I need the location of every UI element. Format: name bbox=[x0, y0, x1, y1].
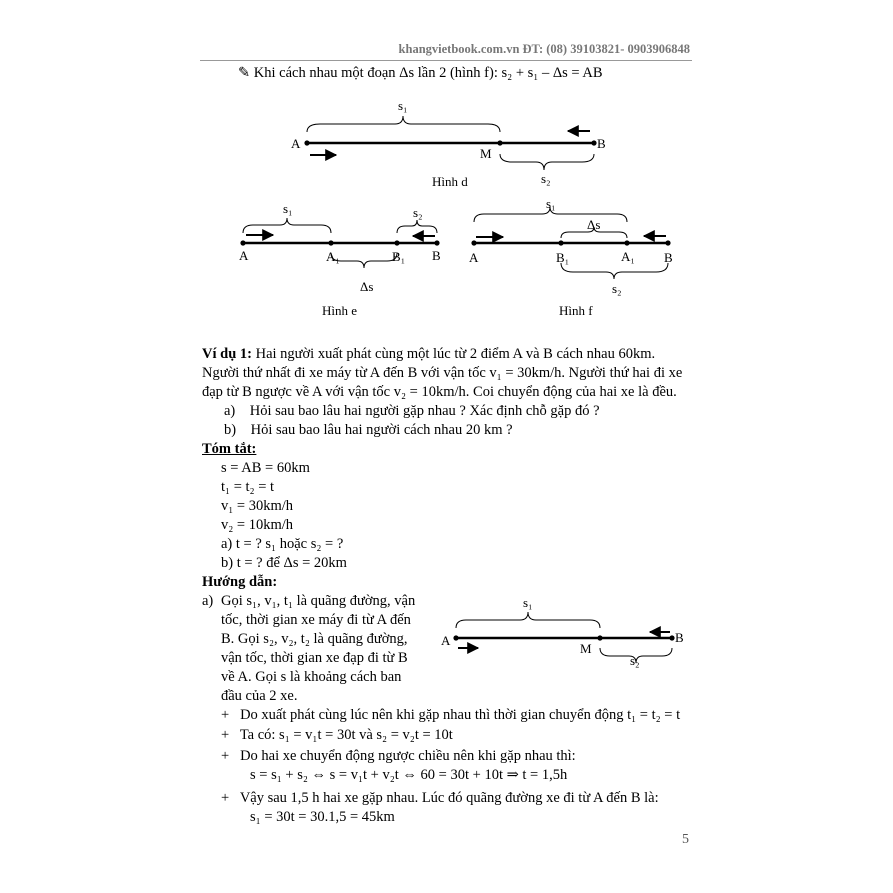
question-a bbox=[224, 402, 600, 421]
guide-point-b bbox=[669, 635, 674, 640]
question-b bbox=[224, 421, 513, 440]
summary-item-6: b) t = ? để Δs = 20km bbox=[221, 555, 347, 571]
fig-e-label-a1: A₁ bbox=[326, 249, 340, 264]
example-line-3: đạp từ B ngược về A với vận tốc v₂ = 10km/h. Coi chuyển động của hai xe là đều. bbox=[202, 384, 677, 400]
fig-e-label-b: B bbox=[432, 248, 441, 263]
guide-point-1 bbox=[221, 706, 680, 725]
fig-f-label-b1: B₁ bbox=[556, 250, 570, 265]
fig-f-label-ds: Δs bbox=[587, 217, 601, 232]
pencil-icon: ✎ bbox=[238, 65, 251, 81]
guide-a-line-4: vận tốc, thời gian xe đạp đi từ B bbox=[221, 650, 408, 666]
fig-d-label-m: M bbox=[480, 146, 492, 161]
guide-label-s1: s₁ bbox=[523, 595, 533, 610]
guide-a-label: a) bbox=[202, 593, 214, 609]
fig-f-label-s2: s₂ bbox=[612, 281, 622, 296]
figure-e bbox=[239, 201, 441, 318]
fig-e-brace-s1 bbox=[243, 218, 331, 233]
summary-item-3: v₁ = 30km/h bbox=[221, 498, 294, 514]
fig-f-brace-s2 bbox=[561, 263, 668, 279]
intro-text: Khi cách nhau một đoạn Δs lần 2 (hình f): bbox=[253, 65, 498, 81]
example-paragraph bbox=[202, 345, 690, 402]
fig-d-point-b bbox=[591, 140, 596, 145]
fig-f-label-b: B bbox=[664, 250, 673, 265]
plus-marker: + bbox=[221, 727, 230, 743]
guide-diagram bbox=[441, 595, 684, 668]
guide-point-2 bbox=[221, 726, 453, 745]
guide-point-4-text: Vậy sau 1,5 h hai xe gặp nhau. Lúc đó quãng đường xe đi từ A đến B là: bbox=[239, 790, 659, 806]
fig-f-point-b bbox=[665, 240, 670, 245]
fig-e-label-a: A bbox=[239, 248, 249, 263]
page-number: 5 bbox=[682, 832, 689, 847]
fig-d-caption: Hình d bbox=[432, 174, 468, 189]
header-site: khangvietbook.com.vn bbox=[398, 42, 520, 56]
plus-marker: + bbox=[221, 707, 230, 723]
fig-f-label-s1: s₁ bbox=[546, 196, 556, 211]
fig-d-label-b: B bbox=[597, 136, 606, 151]
fig-d-label-s1: s₁ bbox=[398, 98, 408, 113]
guide-label-a: A bbox=[441, 633, 451, 648]
fig-e-brace-s2 bbox=[397, 220, 437, 233]
fig-f-label-a1: A₁ bbox=[621, 249, 635, 264]
fig-f-point-a1 bbox=[624, 240, 629, 245]
plus-marker: + bbox=[221, 790, 230, 806]
figure-f bbox=[469, 196, 673, 318]
guide-label-m: M bbox=[580, 641, 592, 656]
fig-e-label-s2: s₂ bbox=[413, 205, 423, 220]
fig-f-label-a: A bbox=[469, 250, 479, 265]
question-a-label: a) bbox=[224, 403, 236, 419]
guide-point-1-text: Do xuất phát cùng lúc nên khi gặp nhau thì thời gian chuyển động t₁ = t₂ = t bbox=[240, 707, 681, 723]
summary-item-5: a) t = ? s₁ hoặc s₂ = ? bbox=[221, 536, 344, 552]
guide-label-b: B bbox=[675, 630, 684, 645]
fig-f-point-a bbox=[471, 240, 476, 245]
intro-formula: s₂ + s₁ – Δs = AB bbox=[501, 65, 603, 81]
fig-d-brace-s2 bbox=[500, 154, 594, 170]
guide-point-3 bbox=[221, 747, 576, 766]
example-line-2: Người thứ nhất đi xe máy từ A đến B với vận tốc v₁ = 30km/h. Người thứ hai đi xe bbox=[202, 365, 683, 381]
summary-item-1: s = AB = 60km bbox=[221, 460, 310, 476]
guide-a-line-5: về A. Gọi s là khoảng cách ban bbox=[221, 669, 402, 685]
guide-label-s2: s₂ bbox=[630, 653, 640, 668]
fig-e-label-b1: B₁ bbox=[392, 249, 406, 264]
guide-point-m bbox=[597, 635, 602, 640]
question-a-text: Hỏi sau bao lâu hai người gặp nhau ? Xác định chỗ gặp đó ? bbox=[249, 403, 600, 419]
guide-title: Hướng dẫn: bbox=[202, 574, 278, 590]
fig-e-brace-ds bbox=[331, 253, 397, 268]
fig-e-point-b1 bbox=[394, 240, 399, 245]
guide-a-line-3: B. Gọi s₂, v₂, t₂ là quãng đường, bbox=[221, 631, 408, 647]
guide-point-2-text: Ta có: s₁ = v₁t = 30t và s₂ = v₂t = 10t bbox=[239, 727, 453, 743]
fig-e-point-a bbox=[240, 240, 245, 245]
guide-a-line-6: đầu của 2 xe. bbox=[221, 688, 298, 704]
example-line-1: Hai người xuất phát cùng một lúc từ 2 điểm A và B cách nhau 60km. bbox=[255, 346, 656, 362]
guide-a-line-1: Gọi s₁, v₁, t₁ là quãng đường, vận bbox=[221, 593, 416, 609]
fig-e-point-b bbox=[434, 240, 439, 245]
example-label: Ví dụ 1: bbox=[202, 346, 252, 362]
fig-e-label-ds: Δs bbox=[360, 279, 374, 294]
summary-title: Tóm tắt: bbox=[202, 441, 257, 457]
guide-point-4 bbox=[221, 789, 659, 808]
guide-a-line-2: tốc, thời gian xe máy đi từ A đến bbox=[221, 612, 411, 628]
summary-item-4: v₂ = 10km/h bbox=[221, 517, 294, 533]
guide-equation-2: s₁ = 30t = 30.1,5 = 45km bbox=[250, 809, 395, 825]
header-phone: ĐT: (08) 39103821- 0903906848 bbox=[522, 42, 690, 56]
fig-d-label-a: A bbox=[291, 136, 301, 151]
fig-d-brace-s1 bbox=[307, 116, 500, 132]
fig-d-point-m bbox=[497, 140, 502, 145]
figure-d bbox=[291, 98, 606, 189]
guide-point-a bbox=[453, 635, 458, 640]
fig-d-point-a bbox=[304, 140, 309, 145]
fig-f-caption: Hình f bbox=[559, 303, 593, 318]
fig-e-point-a1 bbox=[328, 240, 333, 245]
fig-e-label-s1: s₁ bbox=[283, 201, 293, 216]
guide-point-3-text: Do hai xe chuyển động ngược chiều nên khi gặp nhau thì: bbox=[240, 748, 576, 764]
fig-e-caption: Hình e bbox=[322, 303, 358, 318]
question-b-label: b) bbox=[224, 422, 237, 438]
plus-marker: + bbox=[221, 748, 230, 764]
guide-brace-s1 bbox=[456, 612, 600, 628]
guide-equation: s = s₁ + s₂ ⇔ s = v₁t + v₂t ⇔ 60 = 30t + 10t ⇒ t = 1,5h bbox=[250, 767, 568, 783]
fig-d-label-s2: s₂ bbox=[541, 171, 551, 186]
question-b-text: Hỏi sau bao lâu hai người cách nhau 20 km ? bbox=[250, 422, 513, 438]
fig-f-point-b1 bbox=[558, 240, 563, 245]
summary-item-2: t₁ = t₂ = t bbox=[221, 479, 275, 495]
